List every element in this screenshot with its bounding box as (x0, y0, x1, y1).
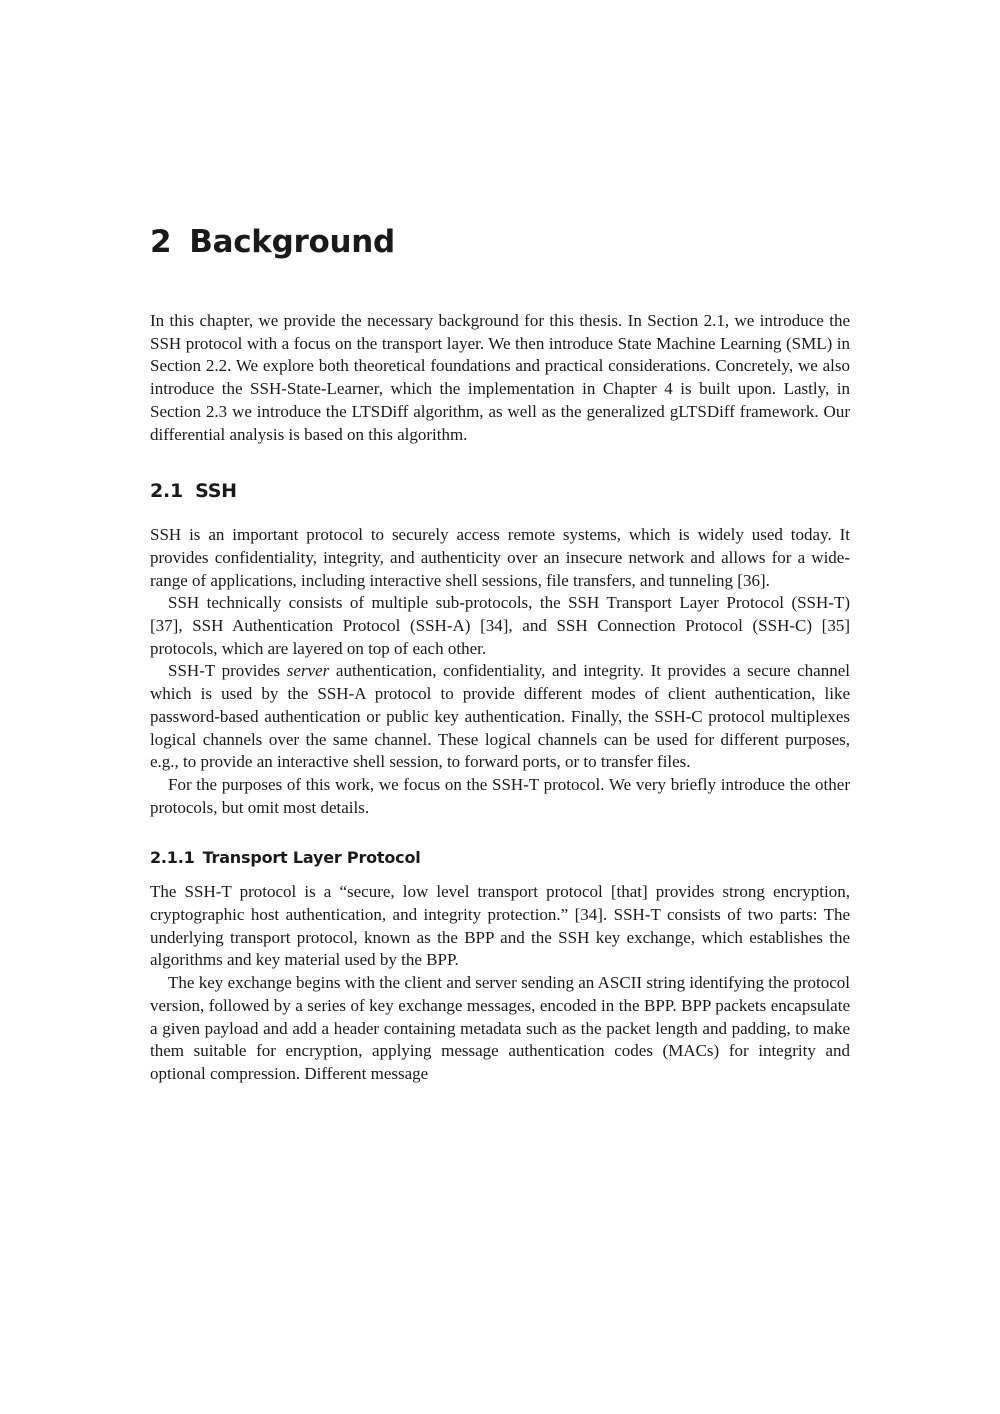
ssh-paragraph-1: SSH is an important protocol to securely access remote systems, which is widely used today. It provides confidentiality, integrity, and authenticity over an insecure network and allows for a wide-range of applications, including interactive shell sessions, file transfers, and tunneling [36]. (150, 525, 850, 590)
chapter-number: 2 (150, 224, 172, 260)
ssh-paragraph-4: For the purposes of this work, we focus on the SSH-T protocol. We very briefly introduce the other protocols, but omit most details. (150, 774, 850, 817)
section-title-ssh (150, 478, 850, 504)
chapter-title (150, 222, 850, 262)
ssh-paragraph-3 (150, 660, 850, 774)
subsection-title-text: Transport Layer Protocol (202, 848, 421, 868)
ssh-paragraph-3-emphasis: server (286, 661, 330, 681)
ssh-paragraph-3-start: SSH-T provides (168, 661, 287, 681)
ssh-paragraph-3-end: authentication, confidentiality, and integrity. It provides a secure channel which is used by the SSH-A protocol to provide different modes of client authentication, like password-based authentication or public key authentication. Finally, the SSH-C protocol multiplexes logical channels over the same channel. These logical channels can be used for different purposes, e.g., to provide an interactive shell session, to forward ports, or to transfer files. (150, 661, 850, 772)
tlp-paragraph-1: The SSH-T protocol is a “secure, low level transport protocol [that] provides strong encryption, cryptographic host authentication, and integrity protection.” [34]. SSH-T consists of two parts: The underlying transport protocol, known as the BPP and the SSH key exchange, which establishes the algorithms and key material used by the BPP. (150, 882, 850, 970)
chapter-intro-paragraph: In this chapter, we provide the necessary background for this thesis. In Section 2.1, we introduce the SSH protocol with a focus on the transport layer. We then introduce State Machine Learning (SML) in Section 2.2. We explore both theoretical foundations and practical considerations. Concretely, we also introduce the SSH-State-Learner, which the implementation in Chapter 4 is built upon. Lastly, in Section 2.3 we introduce the LTSDiff algorithm, as well as the generalized gLTSDiff framework. Our differential analysis is based on this algorithm. (150, 311, 850, 444)
section-number: 2.1 (150, 480, 184, 503)
tlp-paragraph-2: The key exchange begins with the client and server sending an ASCII string identifying the protocol version, followed by a series of key exchange messages, encoded in the BPP. BPP packets encapsulate a given payload and add a header containing metadata such as the packet length and padding, to make them suitable for encryption, applying message authentication codes (MACs) for integrity and optional compression. Different message (150, 973, 850, 1083)
subsection-title-transport-layer (150, 847, 850, 869)
section-title-text: SSH (195, 480, 237, 503)
ssh-paragraph-2: SSH technically consists of multiple sub-protocols, the SSH Transport Layer Protocol (SSH-T) [37], SSH Authentication Protocol (SSH-A) [34], and SSH Connection Protocol (SSH-C) [35] protocols, which are layered on top of each other. (150, 593, 850, 658)
page-body (150, 222, 850, 1086)
chapter-title-text: Background (189, 224, 395, 260)
subsection-number: 2.1.1 (150, 848, 195, 868)
